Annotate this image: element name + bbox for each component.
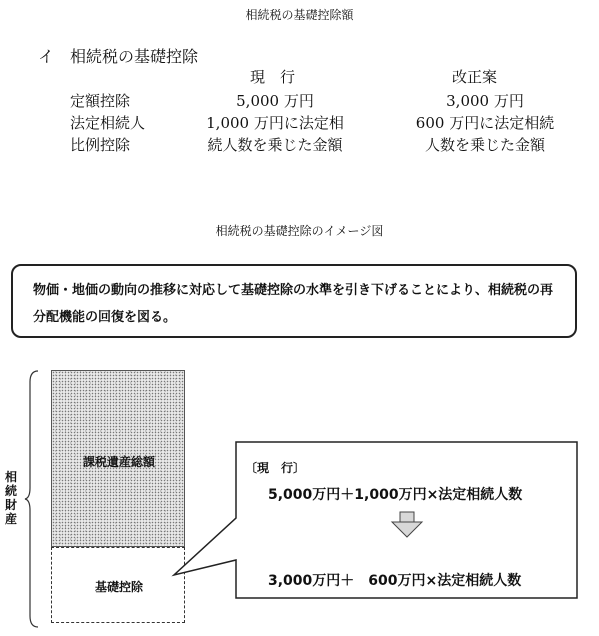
column-header-current: 現 行 bbox=[250, 68, 296, 86]
side-label: 相続財産 bbox=[4, 470, 17, 526]
section-heading: イ 相続税の基礎控除 bbox=[38, 47, 199, 66]
cell-current: 続人数を乗じた金額 bbox=[207, 136, 343, 154]
current-label: 〔現 行〕 bbox=[245, 461, 306, 475]
cell-revised: 600 万円に法定相続 bbox=[415, 114, 555, 132]
basic-deduction-label: 基礎控除 bbox=[94, 580, 143, 594]
column-header-revised: 改正案 bbox=[452, 68, 498, 86]
row-label: 定額控除 bbox=[70, 92, 131, 110]
cell-current: 1,000 万円に法定相 bbox=[206, 114, 344, 132]
summary-text: 物価・地価の動向の推移に対応して基礎控除の水準を引き下げることにより、相続税の再分配機能の回復を図る。 bbox=[33, 283, 554, 325]
current-formula: 5,000万円＋1,000万円×法定相続人数 bbox=[268, 487, 523, 503]
page-title: 相続税の基礎控除額 bbox=[245, 8, 354, 22]
cell-revised: 3,000 万円 bbox=[446, 92, 524, 110]
cell-revised: 人数を乗じた金額 bbox=[424, 136, 545, 154]
revised-formula: 3,000万円＋ 600万円×法定相続人数 bbox=[268, 573, 522, 589]
taxable-estate-label: 課税遺産総額 bbox=[82, 455, 155, 469]
figure-title: 相続税の基礎控除のイメージ図 bbox=[215, 224, 384, 238]
cell-current: 5,000 万円 bbox=[236, 92, 314, 110]
row-label: 法定相続人 bbox=[70, 114, 146, 132]
row-label: 比例控除 bbox=[70, 136, 131, 154]
